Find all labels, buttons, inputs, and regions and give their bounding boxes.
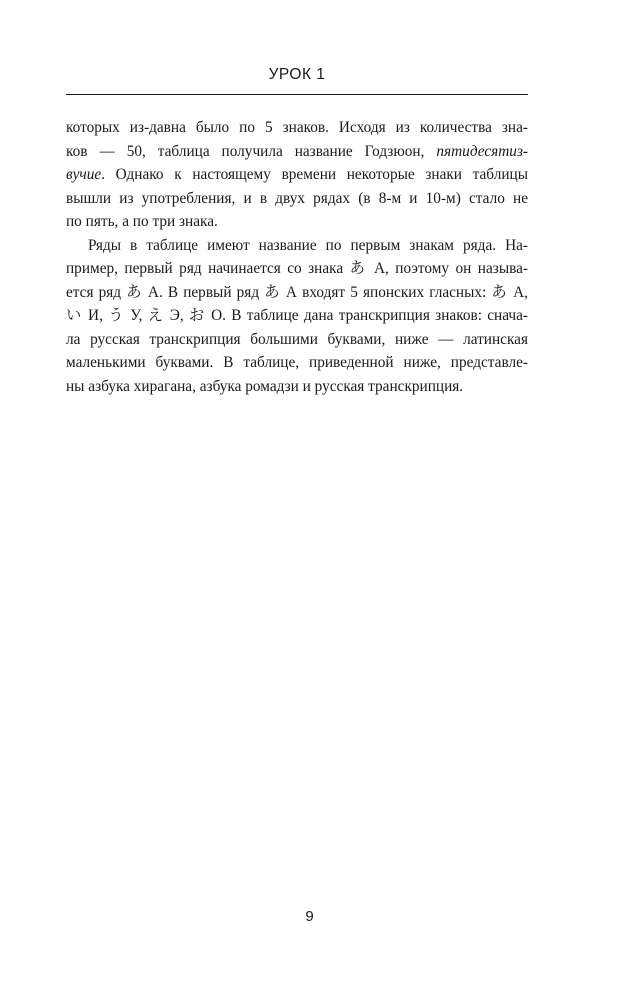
text-line: маленькими буквами. В таблице, приведенной ниже, представле- bbox=[66, 354, 528, 371]
text-segment: ков — 50, таблица получила название Годзюон, bbox=[66, 142, 437, 160]
running-header: УРОК 1 bbox=[268, 66, 326, 83]
italic-term: пятидесятиз- bbox=[436, 142, 528, 160]
page-body bbox=[66, 116, 528, 398]
text-line: Ряды в таблице имеют название по первым знакам ряда. На- bbox=[88, 236, 528, 254]
page-number: 9 bbox=[305, 908, 314, 925]
text-line: по пять, а по три знака. bbox=[66, 213, 218, 230]
text-segment: . Однако к настоящему времени некоторые знаки таблицы bbox=[101, 166, 528, 183]
text-line bbox=[66, 140, 528, 164]
header-rule bbox=[66, 94, 528, 95]
text-line: вышли из употребления, и в двух рядах (в 8-м и 10-м) стало не bbox=[66, 189, 528, 207]
text-line: ется ряд あ А. В первый ряд あ А входят 5 японских гласных: あ А, bbox=[66, 283, 528, 301]
text-line: которых из-давна было по 5 знаков. Исходя из количества зна- bbox=[66, 119, 528, 136]
text-line bbox=[66, 163, 528, 187]
text-line: ла русская транскрипция большими буквами, ниже — латинская bbox=[66, 330, 528, 348]
paragraph-2 bbox=[66, 234, 528, 399]
text-line: ны азбука хирагана, азбука ромадзи и русская транскрипция. bbox=[66, 377, 464, 395]
text-line: い И, う У, え Э, お О. В таблице дана транскрипция знаков: снача- bbox=[66, 307, 528, 324]
text-line: пример, первый ряд начинается со знака あ А, поэтому он называ- bbox=[66, 260, 528, 277]
italic-term: вучие bbox=[66, 166, 102, 183]
paragraph-1 bbox=[66, 116, 528, 234]
